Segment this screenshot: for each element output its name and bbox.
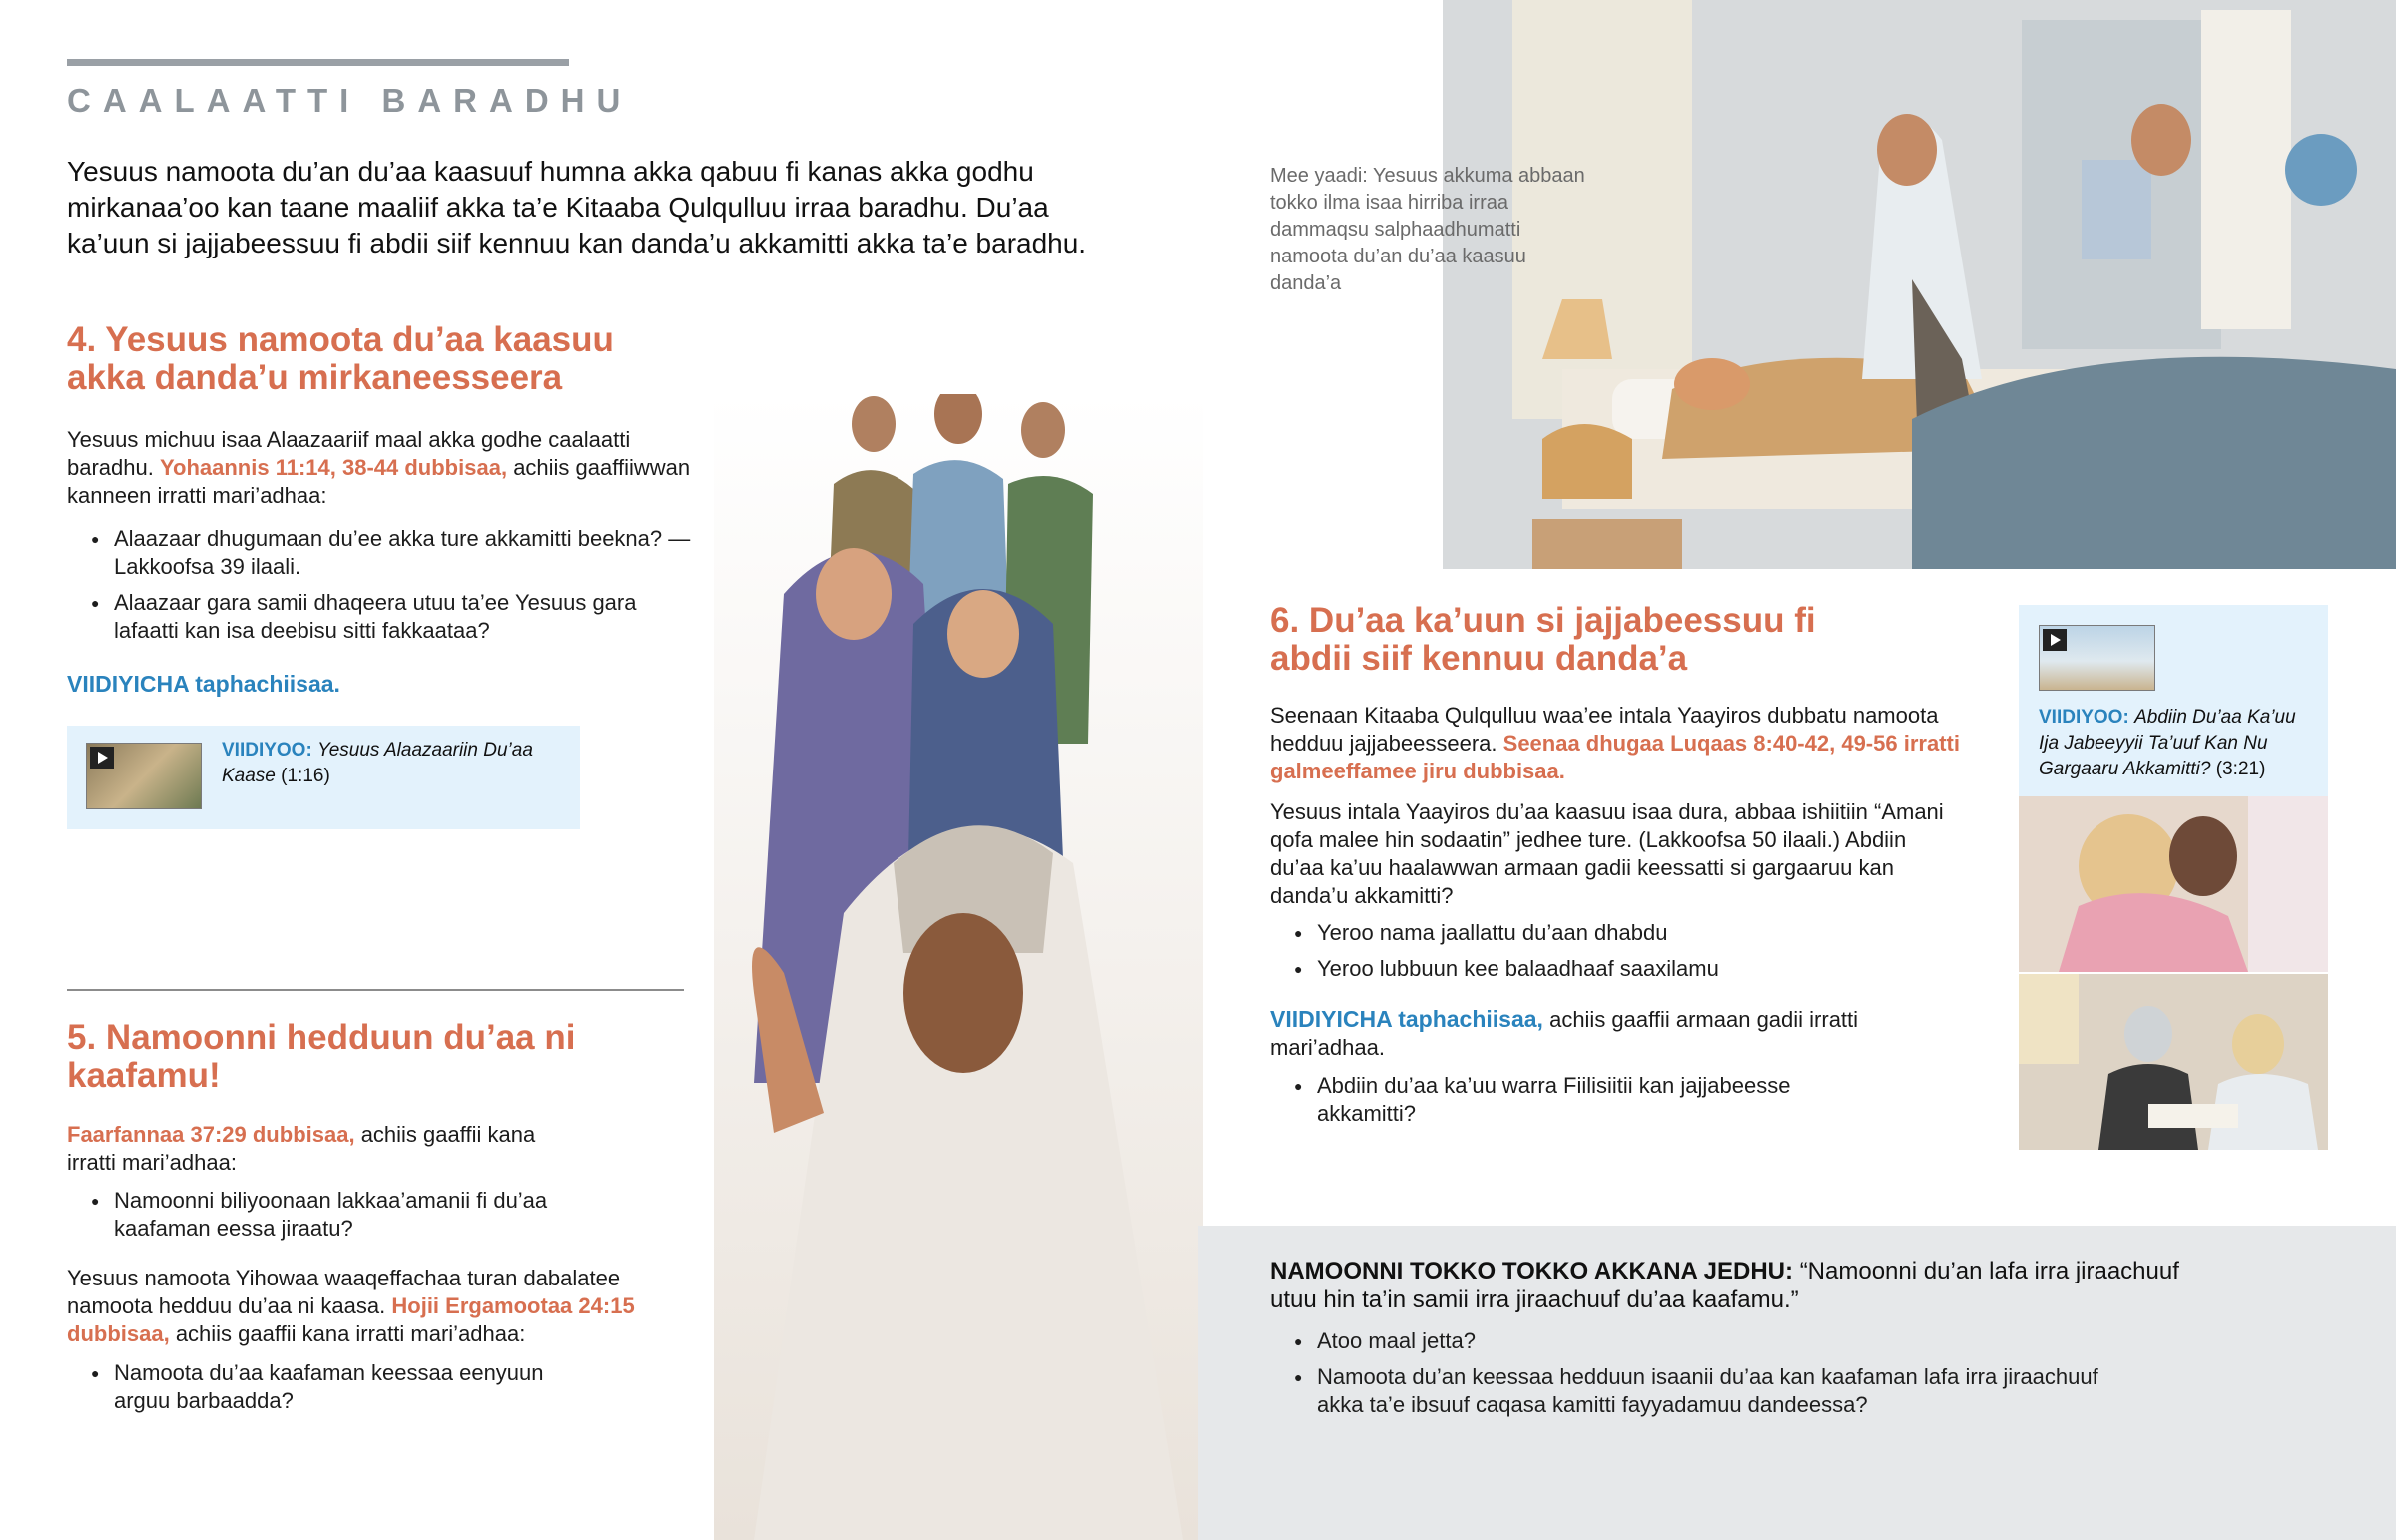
section-5-title: 5. Namoonni hedduun du’aa ni kaafamu! bbox=[67, 1018, 576, 1095]
hug-photo bbox=[2019, 796, 2328, 972]
section-4-text-end: achiis gaaffiiwwan kanneen irratti mari’adhaa: bbox=[67, 455, 691, 508]
situation-item: ● Yeroo nama jaallattu du’aan dhabdu bbox=[1270, 919, 1959, 947]
section-4-questions bbox=[67, 525, 696, 653]
video-label: VIIDIYOO: bbox=[2039, 707, 2129, 728]
section-kicker: CAALAATTI BARADHU bbox=[67, 82, 633, 119]
question-item: ● Abdiin du’aa ka’uu warra Fiilisiitii kan jajjabeesse akkamitti? bbox=[1270, 1072, 1869, 1128]
header-rule bbox=[67, 59, 569, 66]
video-card-resurrection[interactable] bbox=[2019, 605, 2328, 796]
section-5-text-2: Yesuus namoota Yihowaa waaqeffachaa turan dabalatee namoota hedduu du’aa ni kaasa. bbox=[67, 1266, 621, 1318]
section-4-text: Yesuus michuu isaa Alaazaariif maal akka godhe caalaatti baradhu. bbox=[67, 427, 631, 480]
video-thumbnail[interactable] bbox=[86, 743, 202, 809]
scripture-link-luke[interactable]: Seenaa dhugaa Luqaas 8:40-42, 49-56 irratti galmeeffamee jiru dubbisaa. bbox=[1270, 731, 1960, 783]
section-5-paragraph-2 bbox=[67, 1265, 656, 1348]
play-icon[interactable] bbox=[2043, 629, 2067, 651]
section-4-title: 4. Yesuus namoota du’aa kaasuu akka danda’u mirkaneesseera bbox=[67, 320, 614, 397]
video-caption bbox=[222, 738, 551, 789]
section-6-paragraph-2: Yesuus intala Yaayiros du’aa kaasuu isaa dura, abbaa ishiitiin “Amani qofa malee hin sodaatin” jedhee ture. (Lakkoofsa 50 ilaali.) Abdiin du’aa ka’uu haalawwan armaan gadii keessatti si gargaaruu kan danda’u akkamitti? bbox=[1270, 799, 1944, 908]
photo-caption: Mee yaadi: Yesuus akkuma abbaan tokko ilma isaa hirriba irraa dammaqsu salphaadhumatti namoota du’an du’aa kaasuu danda’a bbox=[1270, 165, 1585, 294]
lazarus-illustration bbox=[714, 394, 1203, 1540]
section-6-text-3: achiis gaaffii armaan gadii irratti mari’adhaa. bbox=[1270, 1007, 1859, 1060]
video-title: Abdiin Du’aa Ka’uu Ija Jabeeyyii Ta’uuf Kan Nu Gargaaru Akkamitti? bbox=[2039, 707, 2296, 779]
section-4-paragraph bbox=[67, 426, 696, 510]
video-card-lazarus[interactable] bbox=[67, 726, 580, 829]
question-item: ● Alaazaar dhugumaan du’ee akka ture akkamitti beekna? —Lakkoofsa 39 ilaali. bbox=[67, 525, 696, 581]
situation-item: ● Yeroo lubbuun kee balaadhaaf saaxilamu bbox=[1270, 955, 1959, 983]
section-6-title: 6. Du’aa ka’uun si jajjabeessuu fi abdii siif kennuu danda’a bbox=[1270, 601, 1816, 678]
discussion-heading: NAMOONNI TOKKO TOKKO AKKANA JEDHU: bbox=[1270, 1258, 1794, 1284]
play-video-link[interactable]: VIIDIYICHA taphachiisaa. bbox=[67, 671, 340, 697]
video-title: Yesuus Alaazaariin Du’aa Kaase bbox=[222, 740, 533, 786]
bible-study-photo bbox=[2019, 974, 2328, 1150]
play-icon[interactable] bbox=[90, 747, 114, 769]
section-6-situations bbox=[1270, 919, 1959, 991]
scripture-link-acts[interactable]: Hojii Ergamootaa 24:15 dubbisaa, bbox=[67, 1293, 635, 1346]
video-label: VIIDIYOO: bbox=[222, 740, 312, 761]
discussion-lead bbox=[1270, 1257, 2228, 1314]
question-item: ● Atoo maal jetta? bbox=[1270, 1327, 2148, 1355]
video-caption bbox=[2039, 705, 2318, 782]
video-thumbnail[interactable] bbox=[2039, 625, 2155, 691]
discussion-questions bbox=[1270, 1327, 2148, 1427]
intro-paragraph: Yesuus namoota du’an du’aa kaasuuf humna akka qabuu fi kanas akka godhu mirkanaa’oo kan taane maaliif akka ta’e Kitaaba Qulqulluu irraa baradhu. Du’aa ka’uun si jajjabeessuu fi abdii siif kennuu kan danda’u akkamitti akka ta’e baradhu. bbox=[67, 156, 1087, 258]
question-item: ● Alaazaar gara samii dhaqeera utuu ta’ee Yesuus gara lafaatti kan isa deebisu sitti fakkaataa? bbox=[67, 589, 696, 645]
section-divider bbox=[67, 989, 684, 991]
video-duration: (1:16) bbox=[281, 766, 330, 786]
question-item: ● Namoota du’aa kaafaman keessaa eenyuun arguu barbaadda? bbox=[67, 1359, 586, 1415]
question-item: ● Namoonni biliyoonaan lakkaa’amanii fi du’aa kaafaman eessa jiraatu? bbox=[67, 1187, 586, 1243]
section-6-text: Seenaan Kitaaba Qulqulluu waa’ee intala Yaayiros dubbatu namoota hedduu jajjabeesseera. bbox=[1270, 703, 1939, 756]
section-5-questions bbox=[67, 1187, 586, 1251]
section-5-text-2-end: achiis gaaffii kana irratti mari’adhaa: bbox=[175, 1321, 526, 1346]
section-5-paragraph bbox=[67, 1121, 566, 1177]
section-6-paragraph-3 bbox=[1270, 1005, 1869, 1062]
section-6-questions bbox=[1270, 1072, 1869, 1136]
section-5-text: achiis gaaffii kana irratti mari’adhaa: bbox=[67, 1122, 536, 1175]
question-item: ● Namoota du’an keessaa hedduun isaanii du’aa kan kaafaman lafa irra jiraachuuf akka ta’e ibsuuf caqasa kamitti fayyadamuu dandeessa? bbox=[1270, 1363, 2148, 1419]
section-6-paragraph bbox=[1270, 702, 1969, 785]
scripture-link-john[interactable]: Yohaannis 11:14, 38-44 dubbisaa, bbox=[159, 455, 508, 480]
video-duration: (3:21) bbox=[2215, 759, 2266, 779]
section-5-questions-2 bbox=[67, 1359, 586, 1423]
discussion-quote: “Namoonni du’an lafa irra jiraachuuf utuu hin ta’in samii irra jiraachuuf du’aa kaafamu.” bbox=[1270, 1258, 2179, 1313]
play-video-link-2[interactable]: VIIDIYICHA taphachiisaa, bbox=[1270, 1006, 1543, 1032]
scripture-link-psalm[interactable]: Faarfannaa 37:29 dubbisaa, bbox=[67, 1122, 355, 1147]
